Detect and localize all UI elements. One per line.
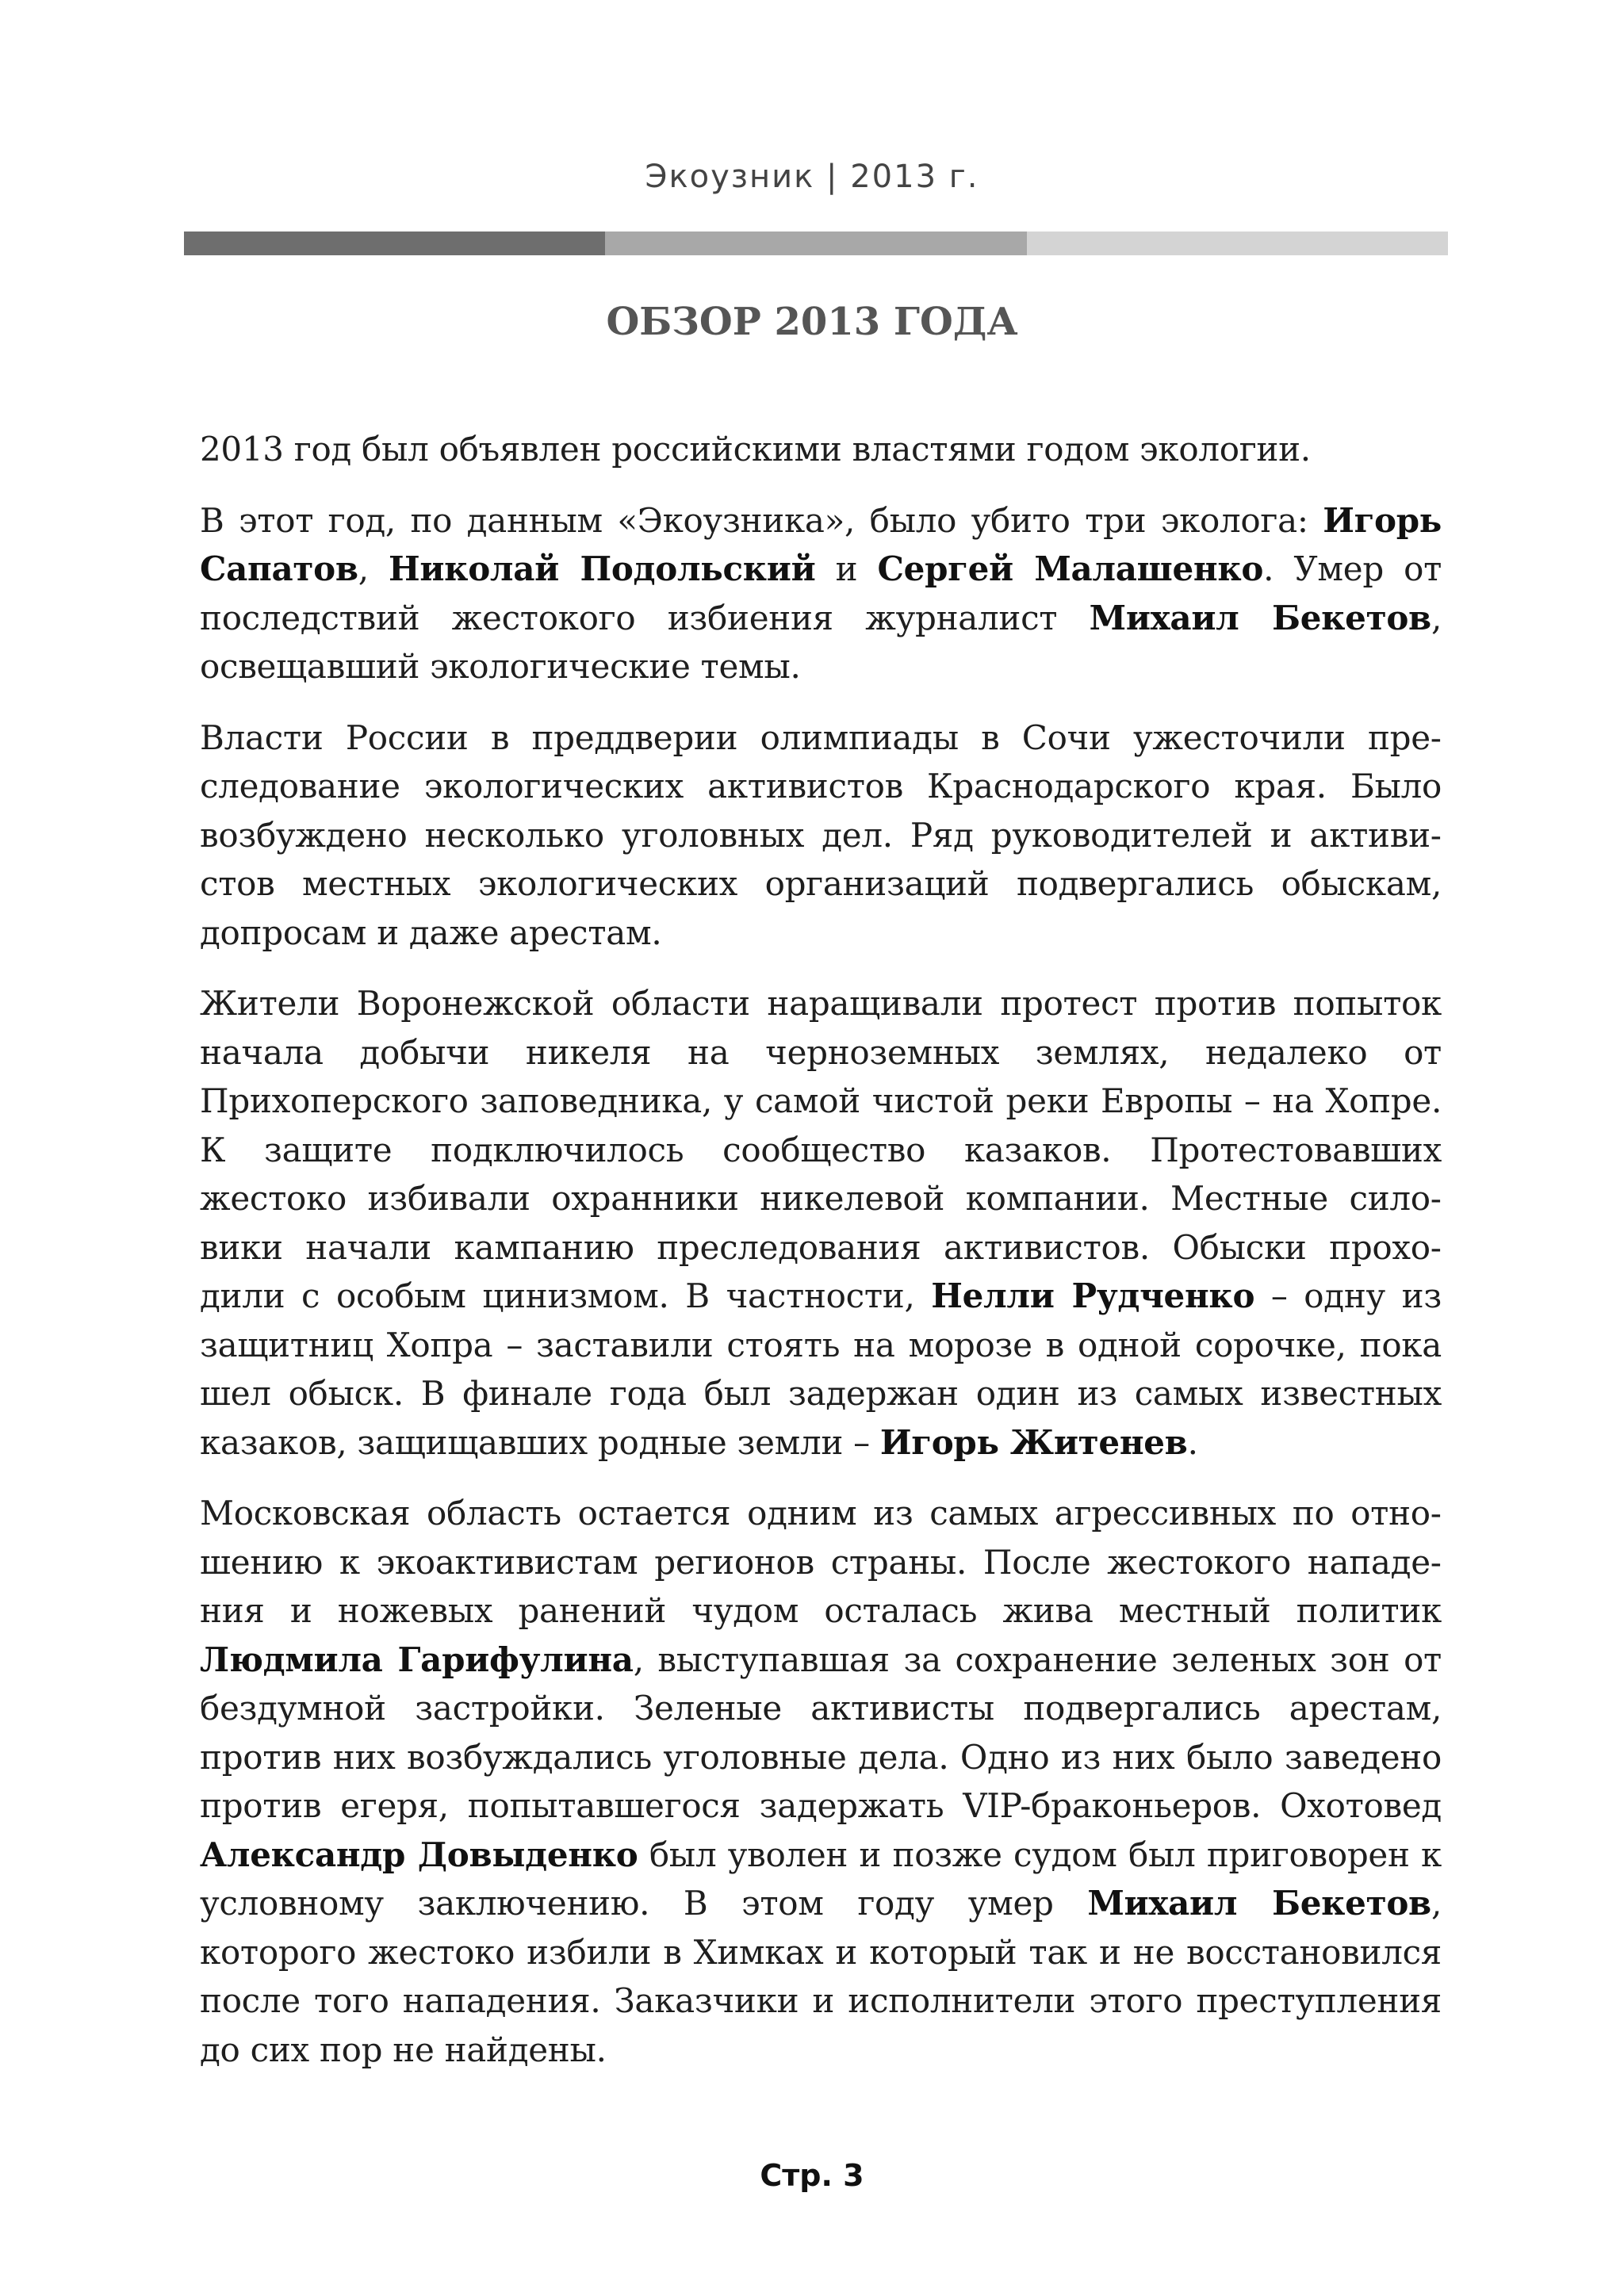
bold-name: Александр Довыденко	[200, 1835, 638, 1874]
bold-name: Сергей Малашенко	[877, 549, 1264, 588]
text-run: , которого жестоко избили в Химках и который так и не восстановился после того нападения. Заказчики и исполнители этого преступления до сих пор не найдены.	[200, 1884, 1442, 2069]
text-run: 2013 год был объявлен российскими властями годом экологии.	[200, 430, 1311, 469]
paragraph	[200, 425, 1442, 474]
paragraph	[200, 714, 1442, 958]
header-bar-segment-dark	[184, 232, 605, 255]
text-run: Жители Воронежской области наращивали протест против попыток начала добычи никеля на черноземных землях, недалеко от Прихоперского заповедника, у самой чистой реки Европы – на Хопре. К защите подключилось сообщество казаков. Протестовавших жестоко избивали охранники никелевой компании. Местные силовики начали кампанию преследования активистов. Обыски проходили с особым цинизмом. В частности,	[200, 984, 1442, 1315]
bold-name: Николай Подольский	[388, 549, 816, 588]
header-bar-segment-light	[1027, 232, 1448, 255]
text-run: и	[815, 549, 878, 588]
text-run: , освещавший экологические темы.	[200, 598, 1442, 686]
text-run: . Умер от последствий жестокого избиения журналист	[200, 549, 1442, 637]
page-title: ОБЗОР 2013 ГОДА	[606, 300, 1018, 344]
paragraph	[200, 496, 1442, 691]
text-run: , выступавшая за сохранение зеленых зон от бездумной застройки. Зеленые активисты подвергались арестам, против них возбуждались уголовные дела. Одно из них было заведено против егеря, попытавшегося задержать VIP-браконьеров. Охотовед	[200, 1640, 1442, 1825]
bold-name: Михаил Бекетов	[1087, 1884, 1431, 1923]
bold-name: Нелли Рудченко	[931, 1276, 1255, 1315]
paragraph	[200, 979, 1442, 1467]
header-bar-segment-mid	[605, 232, 1026, 255]
text-run: был уволен и позже судом был приговорен к условному заключению. В этом году умер	[200, 1835, 1442, 1923]
bold-name: Игорь Житенев	[879, 1422, 1188, 1462]
bold-name: Игорь Сапатов	[200, 500, 1442, 588]
bold-name: Михаил Бекетов	[1089, 598, 1431, 637]
text-run: ,	[358, 549, 389, 588]
text-run: В этот год, по данным «Экоузника», было убито три эколога:	[200, 500, 1323, 540]
text-run: .	[1187, 1422, 1198, 1462]
bold-name: Людмила Гарифулина	[200, 1640, 634, 1679]
paragraph	[200, 1489, 1442, 2074]
header-divider-bar	[184, 232, 1448, 255]
page-number: Стр. 3	[760, 2158, 864, 2193]
article-body	[200, 425, 1442, 2096]
running-header: Экоузник | 2013 г.	[645, 159, 979, 195]
text-run: Московская область остается одним из самых агрессивных по отношению к экоактивистам регионов страны. После жестокого нападения и ножевых ранений чудом осталась жива местный политик	[200, 1494, 1442, 1630]
text-run: – одну из защитниц Хопра – заставили стоять на морозе в одной сорочке, пока шел обыск. В финале года был задержан один из самых известных казаков, защищавших родные земли –	[200, 1276, 1442, 1462]
text-run: Власти России в преддверии олимпиады в Сочи ужесточили преследование экологических активистов Краснодарского края. Было возбуждено несколько уголовных дел. Ряд руководителей и активистов местных экологических организаций подвергались обыскам, допросам и даже арестам.	[200, 718, 1442, 952]
